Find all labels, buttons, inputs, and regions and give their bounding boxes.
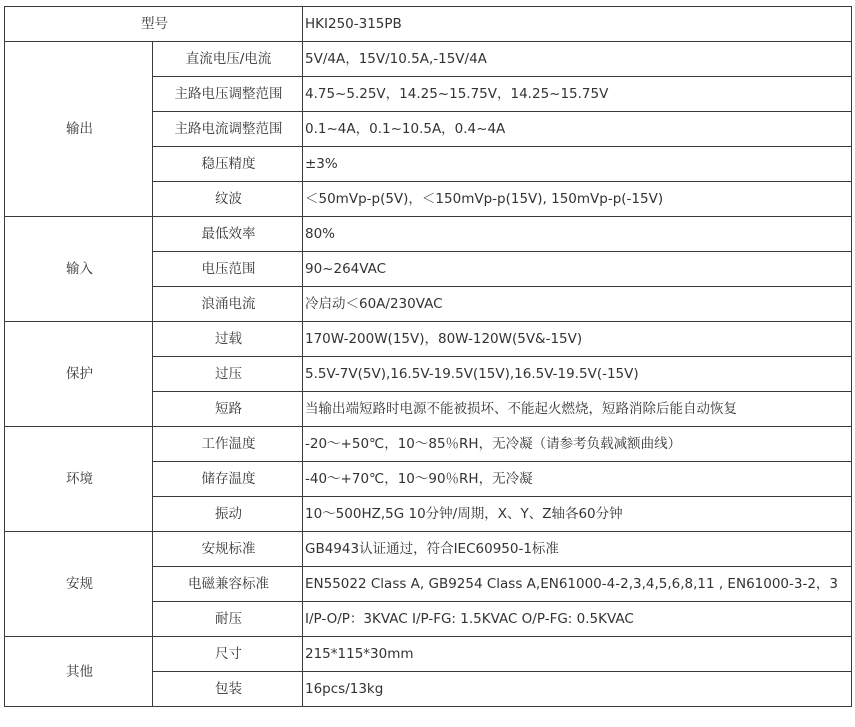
parameter-name: 过载	[153, 322, 303, 357]
parameter-name: 储存温度	[153, 462, 303, 497]
parameter-name: 电磁兼容标准	[153, 567, 303, 602]
spec-row	[5, 427, 852, 462]
parameter-value: 冷启动＜60A/230VAC	[303, 287, 852, 322]
parameter-value: 80%	[303, 217, 852, 252]
parameter-value: 0.1~4A，0.1~10.5A，0.4~4A	[303, 112, 852, 147]
parameter-value: 16pcs/13kg	[303, 672, 852, 707]
parameter-value: -20～+50℃，10～85％RH，无冷凝（请参考负载减额曲线）	[303, 427, 852, 462]
parameter-name: 工作温度	[153, 427, 303, 462]
section-group-label: 安规	[5, 532, 153, 637]
parameter-value: I/P-O/P：3KVAC I/P-FG: 1.5KVAC O/P-FG: 0.5KVAC	[303, 602, 852, 637]
spec-table-body	[5, 7, 852, 707]
section-group-label: 输出	[5, 42, 153, 217]
parameter-name: 稳压精度	[153, 147, 303, 182]
spec-row	[5, 637, 852, 672]
model-row	[5, 7, 852, 42]
parameter-value: 215*115*30mm	[303, 637, 852, 672]
section-group-label: 环境	[5, 427, 153, 532]
parameter-value: 当输出端短路时电源不能被损坏、不能起火燃烧，短路消除后能自动恢复	[303, 392, 852, 427]
parameter-name: 电压范围	[153, 252, 303, 287]
parameter-name: 安规标准	[153, 532, 303, 567]
parameter-value: 10～500HZ,5G 10分钟/周期，X、Y、Z轴各60分钟	[303, 497, 852, 532]
spec-table	[4, 6, 852, 707]
parameter-name: 振动	[153, 497, 303, 532]
parameter-name: 主路电压调整范围	[153, 77, 303, 112]
spec-row	[5, 532, 852, 567]
parameter-name: 主路电流调整范围	[153, 112, 303, 147]
parameter-name: 过压	[153, 357, 303, 392]
parameter-value: 170W-200W(15V)，80W-120W(5V&-15V)	[303, 322, 852, 357]
parameter-name: 短路	[153, 392, 303, 427]
spec-row	[5, 322, 852, 357]
parameter-name: 最低效率	[153, 217, 303, 252]
model-label: 型号	[5, 7, 303, 42]
parameter-value: ＜50mVp-p(5V)，＜150mVp-p(15V), 150mVp-p(-15V)	[303, 182, 852, 217]
parameter-value: EN55022 Class A, GB9254 Class A,EN61000-4-2,3,4,5,6,8,11 , EN61000-3-2，3	[303, 567, 852, 602]
parameter-value: 5.5V-7V(5V),16.5V-19.5V(15V),16.5V-19.5V(-15V)	[303, 357, 852, 392]
parameter-value: ±3%	[303, 147, 852, 182]
parameter-value: 90~264VAC	[303, 252, 852, 287]
section-group-label: 保护	[5, 322, 153, 427]
model-value: HKI250-315PB	[303, 7, 852, 42]
parameter-name: 浪涌电流	[153, 287, 303, 322]
parameter-value: GB4943认证通过，符合IEC60950-1标准	[303, 532, 852, 567]
spec-row	[5, 217, 852, 252]
parameter-value: -40～+70℃，10～90％RH，无冷凝	[303, 462, 852, 497]
parameter-name: 尺寸	[153, 637, 303, 672]
parameter-value: 4.75~5.25V，14.25~15.75V，14.25~15.75V	[303, 77, 852, 112]
parameter-name: 耐压	[153, 602, 303, 637]
parameter-name: 包装	[153, 672, 303, 707]
parameter-value: 5V/4A，15V/10.5A,-15V/4A	[303, 42, 852, 77]
parameter-name: 纹波	[153, 182, 303, 217]
section-group-label: 输入	[5, 217, 153, 322]
spec-row	[5, 42, 852, 77]
parameter-name: 直流电压/电流	[153, 42, 303, 77]
section-group-label: 其他	[5, 637, 153, 707]
